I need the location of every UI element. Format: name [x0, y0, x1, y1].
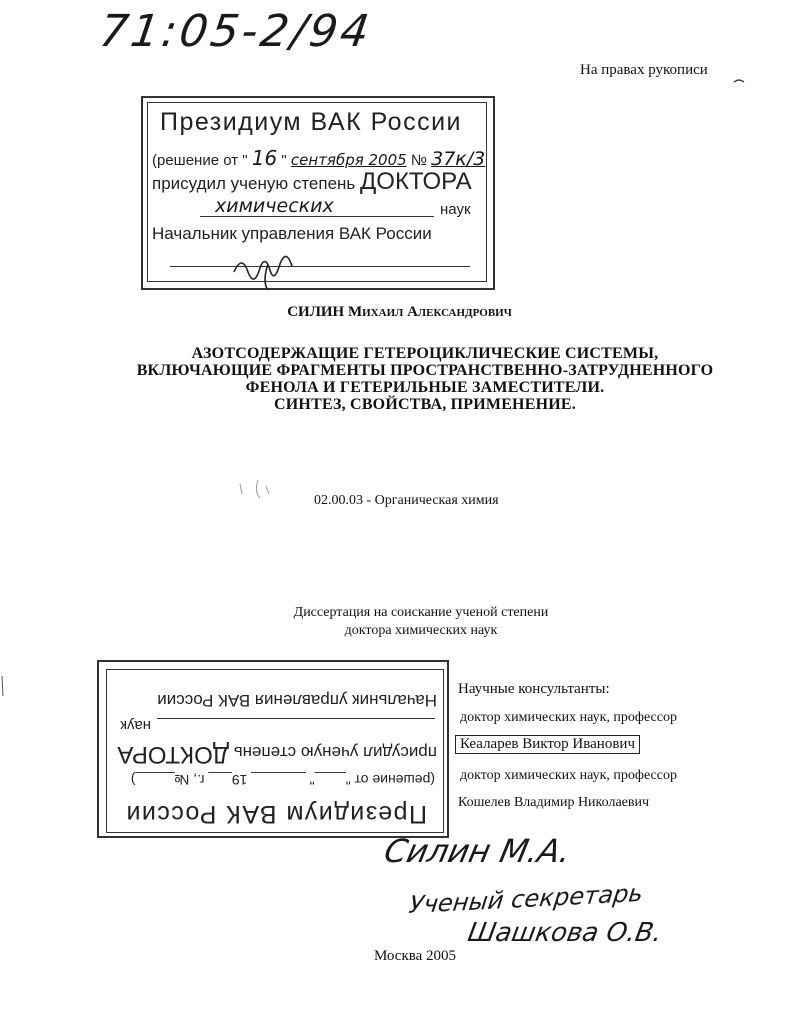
vak-stamp-degree: ДОКТОРА	[360, 168, 472, 195]
left-edge-mark	[0, 676, 6, 696]
inverted-stamp-field-suffix: наук	[120, 717, 151, 734]
consultant-1-name: Кеаларев Виктор Иванович	[455, 735, 640, 754]
vak-stamp-chief: Начальник управления ВАК России	[152, 224, 432, 243]
decision-day: 16	[251, 146, 278, 170]
title-line: СИНТЕЗ, СВОЙСТВА, ПРИМЕНЕНИЕ.	[274, 396, 576, 413]
decision-month-year: сентября 2005	[290, 151, 407, 169]
vak-stamp-title: Президиум ВАК России	[160, 108, 462, 136]
vak-stamp-inverted	[97, 660, 449, 838]
consultant-2-name: Кошелев Владимир Николаевич	[458, 795, 650, 810]
dissertation-title	[0, 345, 799, 413]
consultant-2-title: доктор химических наук, профессор	[460, 768, 677, 783]
title-line: ВКЛЮЧАЮЩИЕ ФРАГМЕНТЫ ПРОСТРАНСТВЕННО-ЗАТРУДНЕННОГО	[136, 362, 714, 379]
dissertation-line: Диссертация на соискание ученой степени	[293, 605, 549, 620]
author-given-names: Михаил Александрович	[347, 304, 512, 320]
title-line: АЗОТСОДЕРЖАЩИЕ ГЕТЕРОЦИКЛИЧЕСКИЕ СИСТЕМЫ,	[191, 345, 659, 362]
vak-stamp-signature-line	[170, 266, 470, 267]
consultants-heading: Научные консультанты:	[458, 681, 610, 697]
inverted-stamp-decision: (решение от "____" _______ 19___ г., №_____)	[130, 772, 435, 788]
author-signature: Силин М.А.	[380, 832, 575, 870]
stamp-signature	[228, 244, 308, 294]
author-name	[0, 304, 799, 321]
decision-number: 37к/3	[431, 148, 486, 170]
inverted-stamp-title: Президиум ВАК России	[125, 800, 427, 828]
dissertation-line: доктора химических наук	[344, 623, 498, 638]
inverted-stamp-field-line	[157, 718, 435, 719]
decision-no-label: №	[410, 152, 427, 169]
specialty: 02.00.03 - Органическая химия	[314, 493, 499, 508]
secretary-name: Шашкова О.В.	[465, 918, 665, 948]
scan-specks	[230, 476, 280, 506]
corner-mark-icon	[730, 74, 750, 86]
title-line: ФЕНОЛА И ГЕТЕРИЛЬНЫЕ ЗАМЕСТИТЕЛИ.	[245, 379, 605, 396]
author-surname: СИЛИН	[287, 304, 345, 320]
rights-note: На правах рукописи	[580, 62, 708, 78]
secretary-title: Ученый секретарь	[407, 878, 645, 920]
inverted-stamp-chief: Начальник управления ВАК России	[157, 691, 437, 710]
consultant-1-title: доктор химических наук, профессор	[460, 710, 677, 725]
vak-stamp-field-suffix: наук	[440, 201, 471, 218]
decision-prefix: (решение от "	[152, 152, 248, 169]
inverted-stamp-awarded: присудил ученую степень ДОКТОРА	[117, 741, 437, 768]
dissertation-note	[0, 604, 799, 640]
vak-stamp-field: химических	[215, 195, 334, 217]
city-year: Москва 2005	[373, 948, 457, 964]
vak-stamp-decision: (решение от " 16 " сентября 2005 № 37к/3	[152, 146, 486, 170]
vak-stamp-awarded: присудил ученую степень ДОКТОРА	[152, 168, 472, 195]
archive-number: 71:05-2/94	[96, 6, 376, 57]
